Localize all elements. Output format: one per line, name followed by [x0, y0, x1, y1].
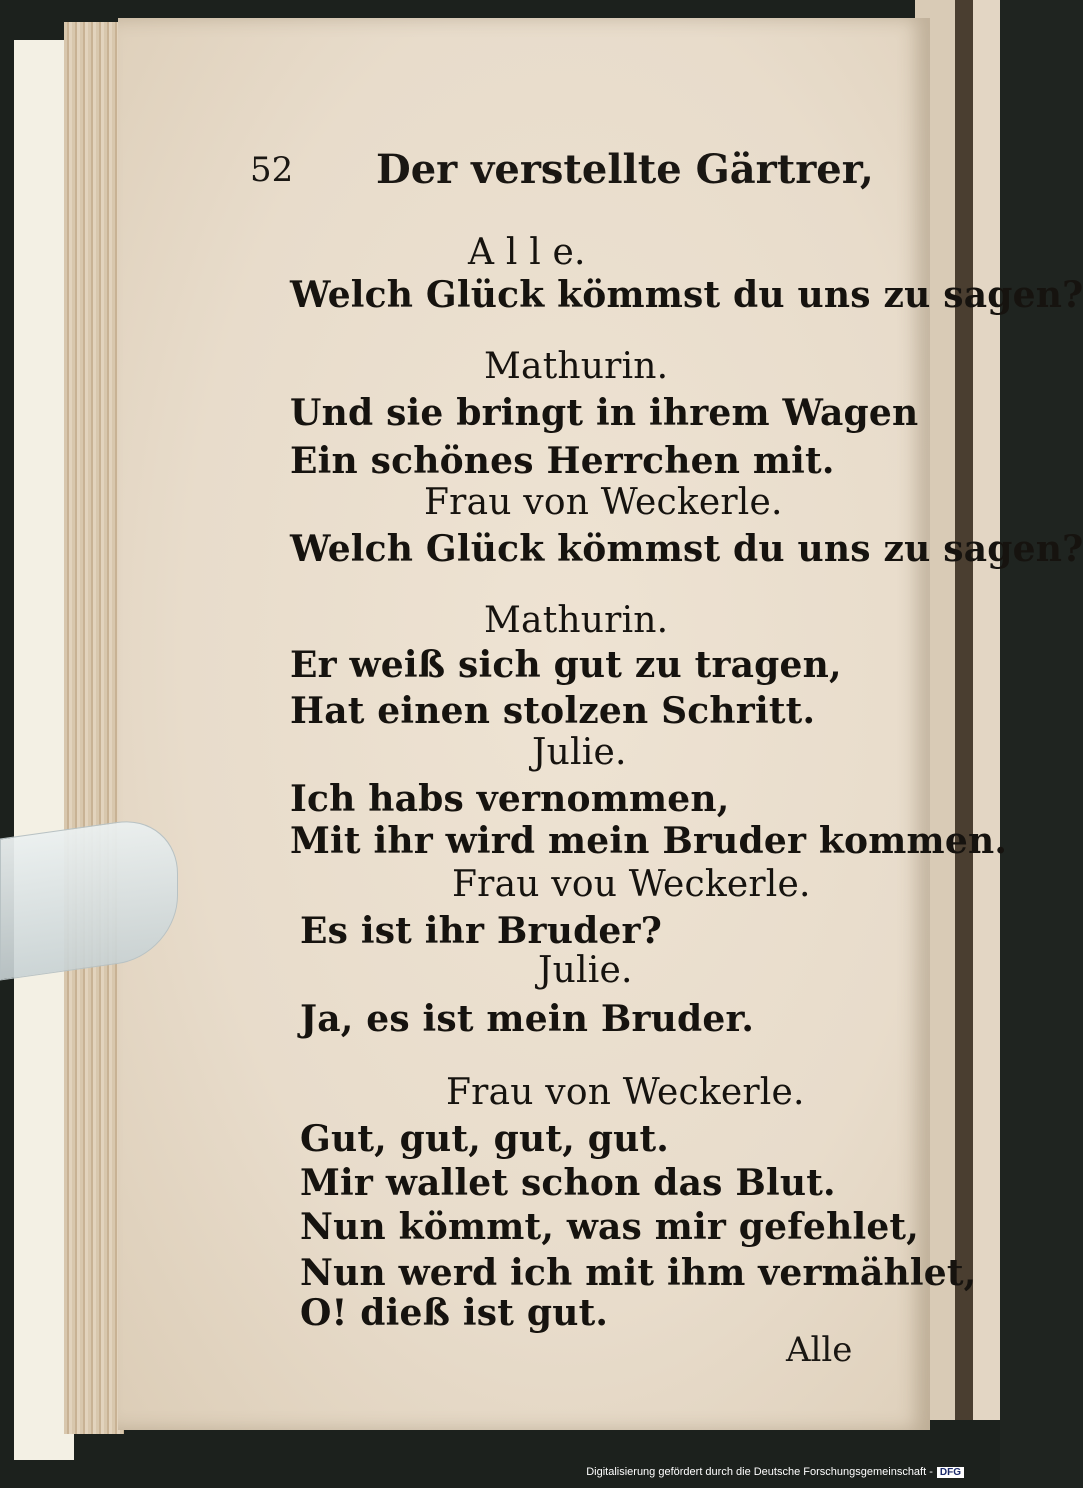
digitization-footer [586, 1466, 964, 1478]
page-stack-edges [64, 22, 124, 1434]
page-header [250, 146, 874, 200]
speaker-label: A l l e. [468, 232, 586, 273]
speaker-label: Julie. [532, 732, 627, 773]
speaker-label: Mathurin. [484, 600, 669, 641]
running-title: Der verstellte Gärtrer, [376, 146, 874, 193]
dfg-logo: DFG [937, 1467, 964, 1478]
verse-line: Ich habs vernommen, [290, 778, 730, 820]
verse-line: Es ist ihr Bruder? [300, 910, 663, 952]
speaker-label: Mathurin. [484, 346, 669, 387]
speaker-label: Frau von Weckerle. [446, 1072, 805, 1113]
verse-line: Nun werd ich mit ihm vermählet, [300, 1252, 977, 1294]
verse-line: Mit ihr wird mein Bruder kommen. [290, 820, 1008, 862]
verse-line: Mir wallet schon das Blut. [300, 1162, 836, 1204]
verse-line: Nun kömmt, was mir gefehlet, [300, 1206, 919, 1248]
page-number: 52 [250, 150, 294, 190]
speaker-label: Frau von Weckerle. [424, 482, 783, 523]
verse-line: Und sie bringt in ihrem Wagen [290, 392, 919, 434]
book-gutter [955, 0, 973, 1420]
verse-line: Er weiß sich gut zu tragen, [290, 644, 842, 686]
catchword: Alle [786, 1330, 853, 1370]
speaker-label: Frau vou Weckerle. [452, 864, 811, 905]
verse-line: Gut, gut, gut, gut. [300, 1118, 670, 1160]
verse-line: Ja, es ist mein Bruder. [300, 998, 755, 1040]
footer-credit: Digitalisierung gefördert durch die Deutsche Forschungsgemeinschaft - [586, 1466, 933, 1478]
verse-line: Hat einen stolzen Schritt. [290, 690, 816, 732]
verse-line: Ein schönes Herrchen mit. [290, 440, 835, 482]
speaker-label: Julie. [538, 950, 633, 991]
verse-line: O! dieß ist gut. [300, 1292, 609, 1334]
verse-line: Welch Glück kömmst du uns zu sagen? [290, 528, 1083, 570]
facing-page-strip [973, 0, 1000, 1420]
verse-line: Welch Glück kömmst du uns zu sagen? [290, 274, 1083, 316]
